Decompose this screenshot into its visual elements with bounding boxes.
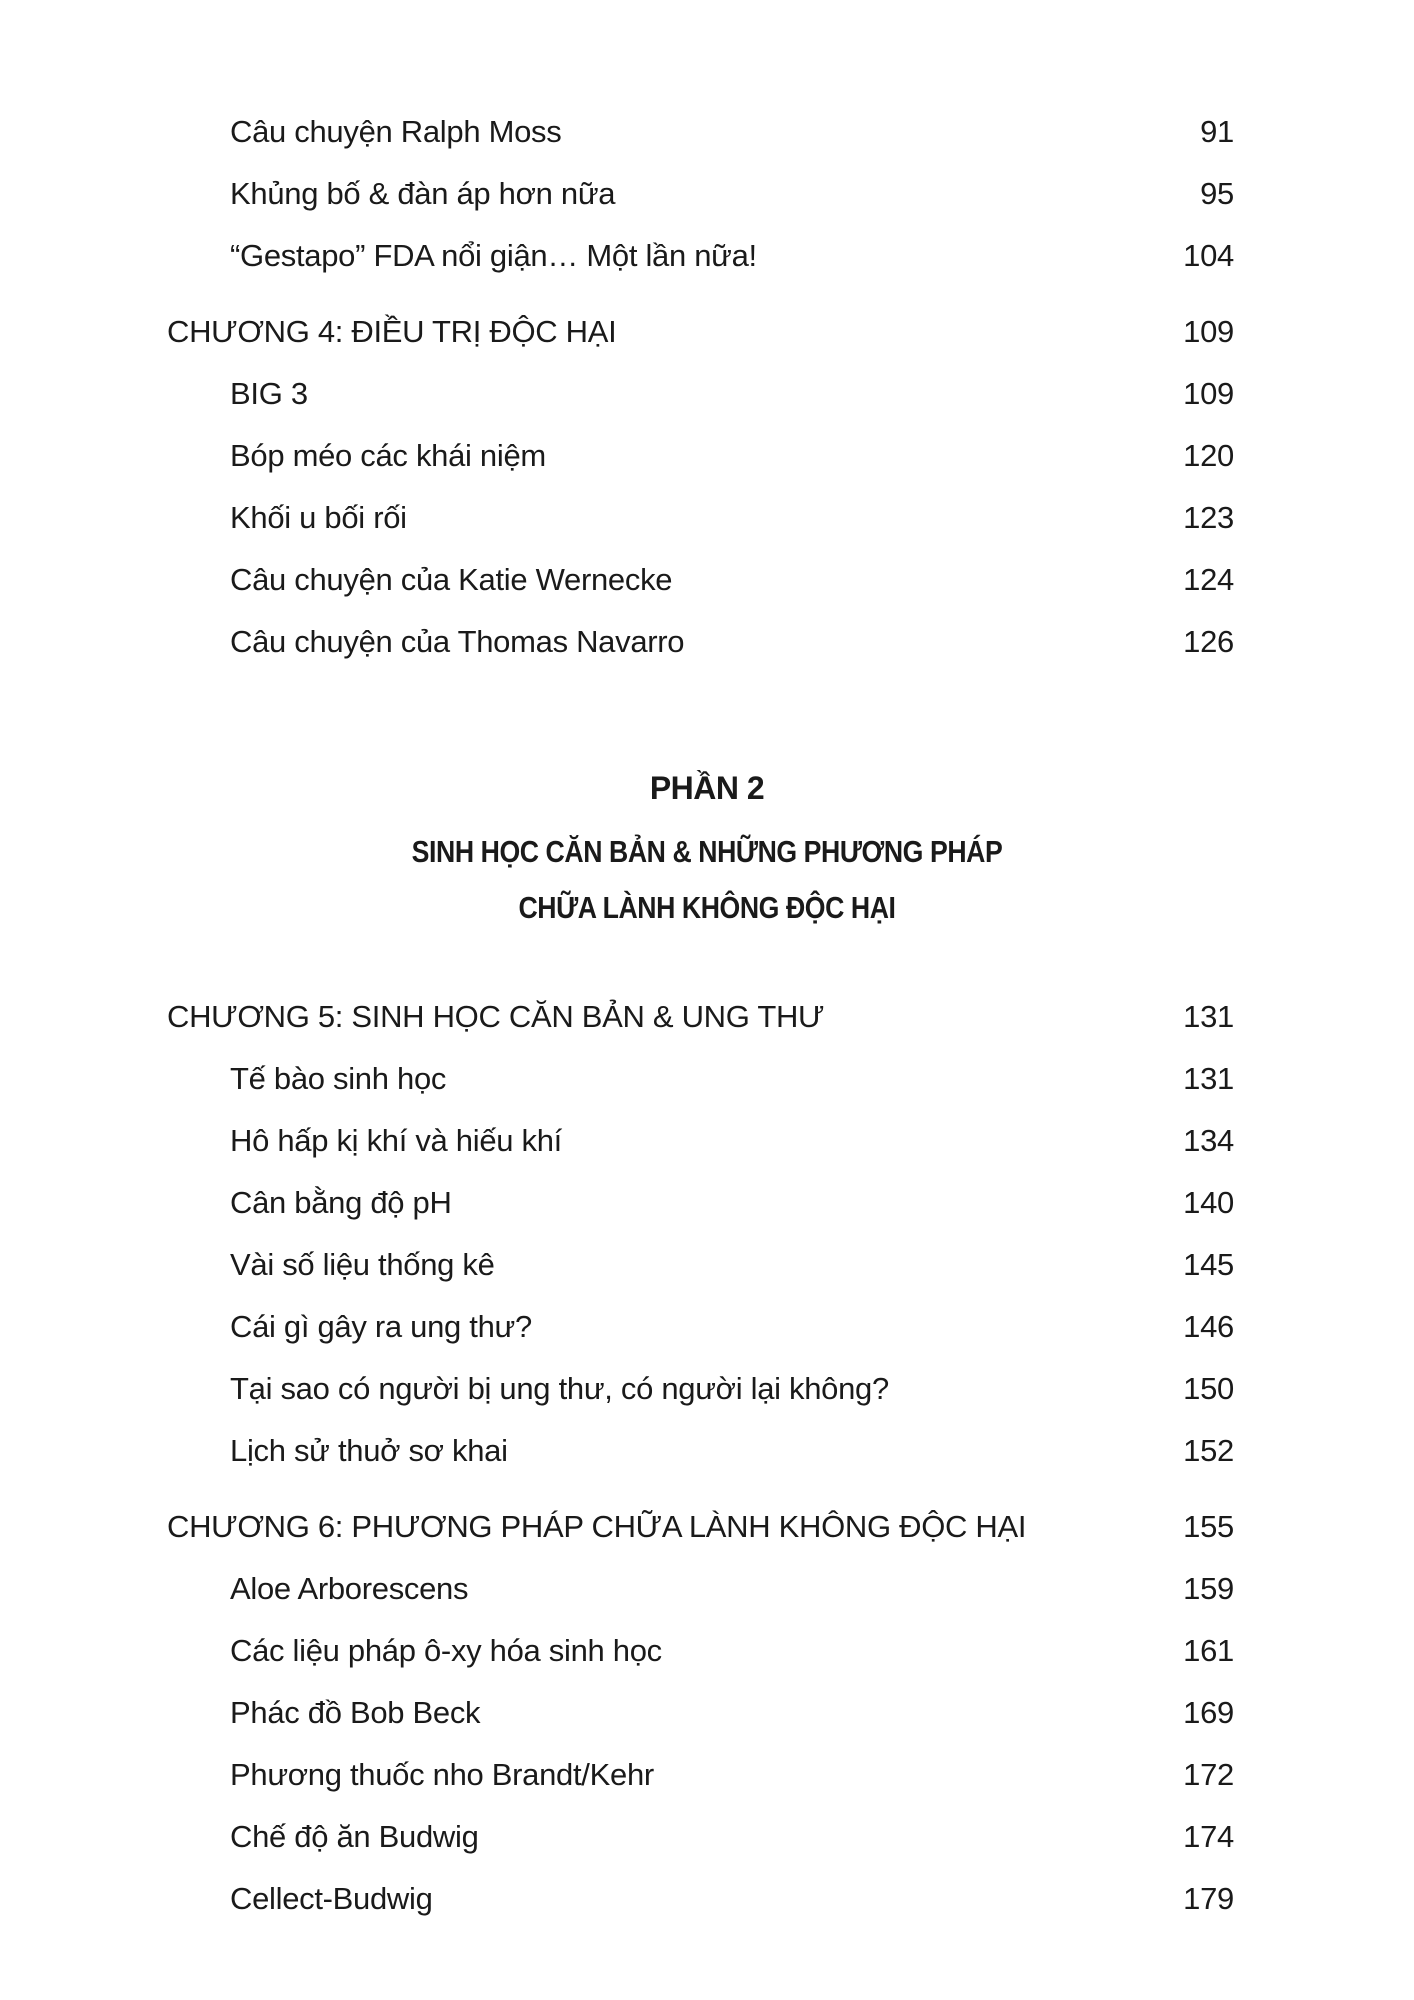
toc-entry-page: 172: [1183, 1757, 1234, 1792]
toc-entry-page: 123: [1183, 500, 1234, 535]
toc-entry-label: Chế độ ăn Budwig: [230, 1819, 479, 1854]
toc-entry-page: 134: [1183, 1123, 1234, 1158]
toc-entry-page: 140: [1183, 1185, 1234, 1220]
toc-entry-label: “Gestapo” FDA nổi giận… Một lần nữa!: [230, 238, 757, 273]
toc-entry-page: 169: [1183, 1695, 1234, 1730]
toc-entry-page: 95: [1200, 176, 1234, 211]
toc-entry-label: Câu chuyện của Thomas Navarro: [230, 624, 685, 659]
toc-entry-page: 146: [1183, 1309, 1234, 1344]
toc-entry-label: Cellect-Budwig: [230, 1881, 433, 1916]
toc-entry: [0, 1879, 1414, 1919]
toc-entry-label: Khối u bối rối: [230, 500, 407, 535]
toc-entry-page: 159: [1183, 1571, 1234, 1606]
toc-entry-label: Câu chuyện của Katie Wernecke: [230, 562, 673, 597]
toc-entry: [0, 1755, 1414, 1795]
toc-entry: [0, 1693, 1414, 1733]
toc-entry: [0, 622, 1414, 662]
toc-entry-page: 161: [1183, 1633, 1234, 1668]
toc-entry-page: 179: [1183, 1881, 1234, 1916]
toc-chapter-page: 131: [1183, 999, 1234, 1034]
toc-entry: [0, 1631, 1414, 1671]
toc-chapter: [0, 312, 1414, 352]
part-title-line-1: SINH HỌC CĂN BẢN & NHỮNG PHƯƠNG PHÁP: [411, 834, 1003, 869]
toc-entry-label: Phác đồ Bob Beck: [230, 1695, 481, 1730]
toc-entry-label: BIG 3: [230, 376, 308, 411]
toc-entry: [0, 374, 1414, 414]
toc-entry-label: Phương thuốc nho Brandt/Kehr: [230, 1757, 654, 1792]
toc-entry: [0, 1183, 1414, 1223]
toc-entry: [0, 436, 1414, 476]
toc-entry: [0, 174, 1414, 214]
toc-entry: [0, 1307, 1414, 1347]
toc-entry-label: Cân bằng độ pH: [230, 1185, 452, 1220]
toc-entry-label: Tại sao có người bị ung thư, có người lại không?: [230, 1371, 889, 1406]
toc-entry-label: Các liệu pháp ô-xy hóa sinh học: [230, 1633, 662, 1668]
toc-chapter: [0, 997, 1414, 1037]
toc-entry-label: Aloe Arborescens: [230, 1571, 469, 1606]
toc-entry: [0, 236, 1414, 276]
toc-chapter-page: 109: [1183, 314, 1234, 349]
toc-entry: [0, 1817, 1414, 1857]
toc-entry: [0, 560, 1414, 600]
toc-entry: [0, 1431, 1414, 1471]
toc-entry-page: 120: [1183, 438, 1234, 473]
toc-entry-page: 145: [1183, 1247, 1234, 1282]
toc-entry-label: Vài số liệu thống kê: [230, 1247, 495, 1282]
toc-entry: [0, 1369, 1414, 1409]
toc-entry-label: Hô hấp kị khí và hiếu khí: [230, 1123, 562, 1158]
toc-entry: [0, 1245, 1414, 1285]
toc-entry-page: 152: [1183, 1433, 1234, 1468]
part-title-line-2: CHỮA LÀNH KHÔNG ĐỘC HẠI: [518, 890, 896, 925]
toc-chapter-page: 155: [1183, 1509, 1234, 1544]
toc-entry-label: Khủng bố & đàn áp hơn nữa: [230, 176, 616, 211]
toc-entry-label: Lịch sử thuở sơ khai: [230, 1433, 508, 1468]
toc-entry-label: Tế bào sinh học: [230, 1061, 447, 1096]
part-number: PHẦN 2: [649, 770, 765, 806]
toc-entry: [0, 498, 1414, 538]
toc-entry-page: 109: [1183, 376, 1234, 411]
toc-entry-label: Câu chuyện Ralph Moss: [230, 114, 562, 149]
toc-entry: [0, 1059, 1414, 1099]
toc-entry-page: 131: [1183, 1061, 1234, 1096]
toc-entry-page: 104: [1183, 238, 1234, 273]
toc-entry-page: 150: [1183, 1371, 1234, 1406]
toc-entry-page: 91: [1200, 114, 1234, 149]
toc-entry-page: 174: [1183, 1819, 1234, 1854]
toc-entry-page: 126: [1183, 624, 1234, 659]
toc-chapter: [0, 1507, 1414, 1547]
toc-entry: [0, 112, 1414, 152]
toc-entry-label: Cái gì gây ra ung thư?: [230, 1309, 532, 1344]
toc-entry: [0, 1121, 1414, 1161]
toc-entry: [0, 1569, 1414, 1609]
toc-chapter-label: CHƯƠNG 4: ĐIỀU TRỊ ĐỘC HẠI: [167, 314, 617, 349]
toc-chapter-label: CHƯƠNG 6: PHƯƠNG PHÁP CHỮA LÀNH KHÔNG ĐỘC HẠI: [167, 1509, 1027, 1544]
toc-entry-label: Bóp méo các khái niệm: [230, 438, 546, 473]
toc-entry-page: 124: [1183, 562, 1234, 597]
toc-chapter-label: CHƯƠNG 5: SINH HỌC CĂN BẢN & UNG THƯ: [167, 999, 825, 1034]
